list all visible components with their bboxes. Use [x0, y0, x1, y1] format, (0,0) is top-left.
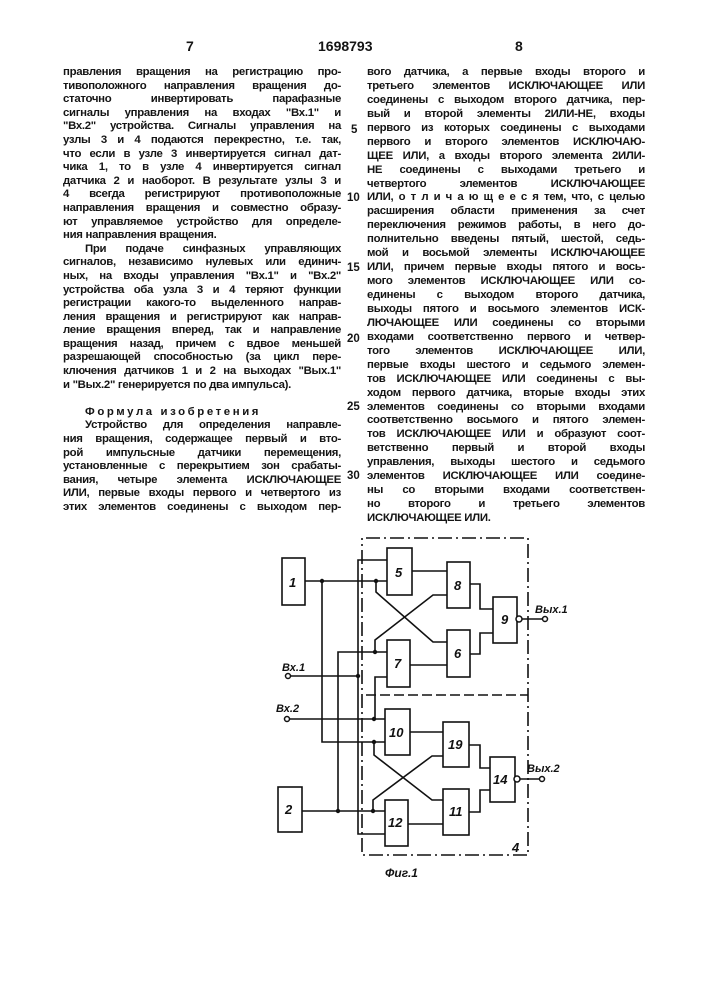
block-label: 12	[388, 815, 403, 830]
text-line: тивоположного направления вращения до-	[63, 80, 341, 94]
terminal-out2	[540, 777, 545, 782]
text-line: установленные с перекрытием зон срабаты-	[63, 460, 341, 474]
block-label: 10	[389, 725, 404, 740]
text-line: ЩЕЕ ИЛИ, а входы второго элемента 2ИЛИ-	[367, 150, 645, 164]
text-line: устройства оба узла 3 и 4 теряют функции	[63, 284, 341, 298]
text-line: регистрации какого-то выделенного направ-	[63, 297, 341, 311]
text-line: что если в узле 3 инвертируется сигнал дат-	[63, 148, 341, 162]
output-2-label: Вых.2	[527, 763, 560, 775]
text-line: правления вращения на регистрацию про-	[63, 66, 341, 80]
text-line: элементов соединены со вторыми входами	[367, 401, 645, 415]
text-line: ЛЮЧАЮЩЕЕ ИЛИ соединены со вторыми	[367, 317, 645, 331]
text-line: ления вращения и регистрируют как направ-	[63, 311, 341, 325]
text-line: расширения области применения за счет	[367, 205, 645, 219]
block-label: 5	[395, 565, 403, 580]
text-line: первые входы шестого и седьмого элемен-	[367, 359, 645, 373]
input-1-label: Вх.1	[282, 662, 305, 674]
text-line: датчика 2 и наоборот. В результате узлы 3 и	[63, 175, 341, 189]
text-line: того элементов ИСКЛЮЧАЮЩЕЕ ИЛИ,	[367, 345, 645, 359]
line-number: 20	[347, 333, 360, 345]
text-line: и "Вых.2" генерируется по два импульса).	[63, 379, 341, 393]
inverter-output-9	[516, 616, 522, 622]
line-number: 25	[347, 401, 360, 413]
line-number: 30	[347, 470, 360, 482]
circuit-diagram	[260, 530, 580, 890]
text-line: соединены с выходом второго датчика, пер-	[367, 94, 645, 108]
text-line: единены с выходом второго датчика,	[367, 289, 645, 303]
text-line: рой импульсные датчики перемещения,	[63, 447, 341, 461]
spacer	[63, 392, 341, 406]
input-2-label: Вх.2	[276, 703, 299, 715]
text-line: тов ИСКЛЮЧАЮЩЕЕ ИЛИ и образуют соот-	[367, 428, 645, 442]
text-line: ных, на входы управления "Вх.1" и "Вх.2"	[63, 270, 341, 284]
inverter-output-14	[514, 776, 520, 782]
terminal-in2	[285, 717, 290, 722]
text-line: 4 всегда регистрируют противоположные	[63, 188, 341, 202]
block-label: 2	[284, 802, 293, 817]
text-line: тов ИСКЛЮЧАЮЩЕЕ ИЛИ соединены с вы-	[367, 373, 645, 387]
text-line: первого из которых соединены с выходами	[367, 122, 645, 136]
patent-number: 1698793	[318, 38, 373, 54]
figure-caption: Фиг.1	[385, 866, 418, 880]
text-line: вый и второй элементы 2ИЛИ-НЕ, входы	[367, 108, 645, 122]
text-line: элементов ИСКЛЮЧАЮЩЕЕ ИЛИ соедине-	[367, 470, 645, 484]
text-line: соответственно восьмого и пятого элемен-	[367, 414, 645, 428]
left-column-text	[63, 66, 341, 515]
text-line: мой и восьмой элементы ИСКЛЮЧАЮЩЕЕ	[367, 247, 645, 261]
text-line: ление вращения вперед, так и направление	[63, 324, 341, 338]
page-number-left: 7	[186, 38, 194, 54]
text-line: разрешающей способностью (за цикл пере-	[63, 351, 341, 365]
text-line: сигналы управления на входах "Вх.1" и	[63, 107, 341, 121]
line-number: 15	[347, 262, 360, 274]
line-number: 5	[351, 124, 357, 136]
text-line: сигналов, независимо нулевых или единич-	[63, 256, 341, 270]
line-number: 10	[347, 192, 360, 204]
text-line: ют управляемое устройство для определе-	[63, 216, 341, 230]
block-label: 1	[289, 575, 296, 590]
node-label: 4	[511, 840, 520, 855]
text-line: НЕ соединены с выходами третьего и	[367, 164, 645, 178]
formula-heading: Формула изобретения	[63, 406, 341, 420]
text-line: третьего элементов ИСКЛЮЧАЮЩЕЕ ИЛИ	[367, 80, 645, 94]
text-line: ния направления вращения.	[63, 229, 341, 243]
text-line: узлы 3 и 4 подаются перекрестно, т.е. так,	[63, 134, 341, 148]
text-line: чика 1, то в узле 4 инвертируется сигнал	[63, 161, 341, 175]
text-line: ния вращения, содержащее первый и вто-	[63, 433, 341, 447]
text-line: ИЛИ, первые входы первого и четвертого из	[63, 487, 341, 501]
text-line: статочно инвертировать парафазные	[63, 93, 341, 107]
text-line: ИЛИ, причем первые входы пятого и вось-	[367, 261, 645, 275]
text-line: мого элементов ИСКЛЮЧАЮЩЕЕ ИЛИ со-	[367, 275, 645, 289]
block-label: 14	[493, 772, 508, 787]
text-line: входами соответственно первого и четвер-	[367, 331, 645, 345]
block-label: 19	[448, 737, 463, 752]
text-line: Устройство для определения направле-	[63, 419, 341, 433]
terminal-in1	[286, 674, 291, 679]
block-label: 11	[449, 804, 463, 819]
text-line: управления, выходы шестого и седьмого	[367, 456, 645, 470]
text-line: При подаче синфазных управляющих	[63, 243, 341, 257]
page-number-right: 8	[515, 38, 523, 54]
terminal-out1	[543, 617, 548, 622]
block-label: 6	[454, 646, 462, 661]
text-line: ИСКЛЮЧАЮЩЕЕ ИЛИ.	[367, 512, 645, 526]
text-line: полнительно введены пятый, шестой, седь-	[367, 233, 645, 247]
text-line: вания, четыре элемента ИСКЛЮЧАЮЩЕЕ	[63, 474, 341, 488]
text-line: первого и второго элементов ИСКЛЮЧАЮ-	[367, 136, 645, 150]
text-line: ветственно первый и второй входы	[367, 442, 645, 456]
text-line: направления вращения и совместно образу-	[63, 202, 341, 216]
text-line: ключения датчиков 1 и 2 на выходах "Вых.1"	[63, 365, 341, 379]
right-column-text	[367, 66, 645, 526]
text-line: вого датчика, а первые входы второго и	[367, 66, 645, 80]
output-1-label: Вых.1	[535, 604, 568, 616]
block-label: 7	[394, 656, 402, 671]
block-label: 8	[454, 578, 462, 593]
text-line: ходом первого датчика, вторые входы этих	[367, 387, 645, 401]
text-line: ны со вторыми входами соответствен-	[367, 484, 645, 498]
text-line: но второго и третьего элементов	[367, 498, 645, 512]
text-line: ИЛИ, о т л и ч а ю щ е е с я тем, что, с целью	[367, 191, 645, 205]
text-line: "Вх.2" устройства. Сигналы управления на	[63, 120, 341, 134]
text-line: четвертого элементов ИСКЛЮЧАЮЩЕЕ	[367, 178, 645, 192]
block-label: 9	[501, 612, 509, 627]
text-line: вращения назад, причем с вдвое меньшей	[63, 338, 341, 352]
text-line: выходы пятого и восьмого элементов ИСК-	[367, 303, 645, 317]
text-line: переключения режимов работы, в него до-	[367, 219, 645, 233]
text-line: этих элементов соединены с выходом пер-	[63, 501, 341, 515]
